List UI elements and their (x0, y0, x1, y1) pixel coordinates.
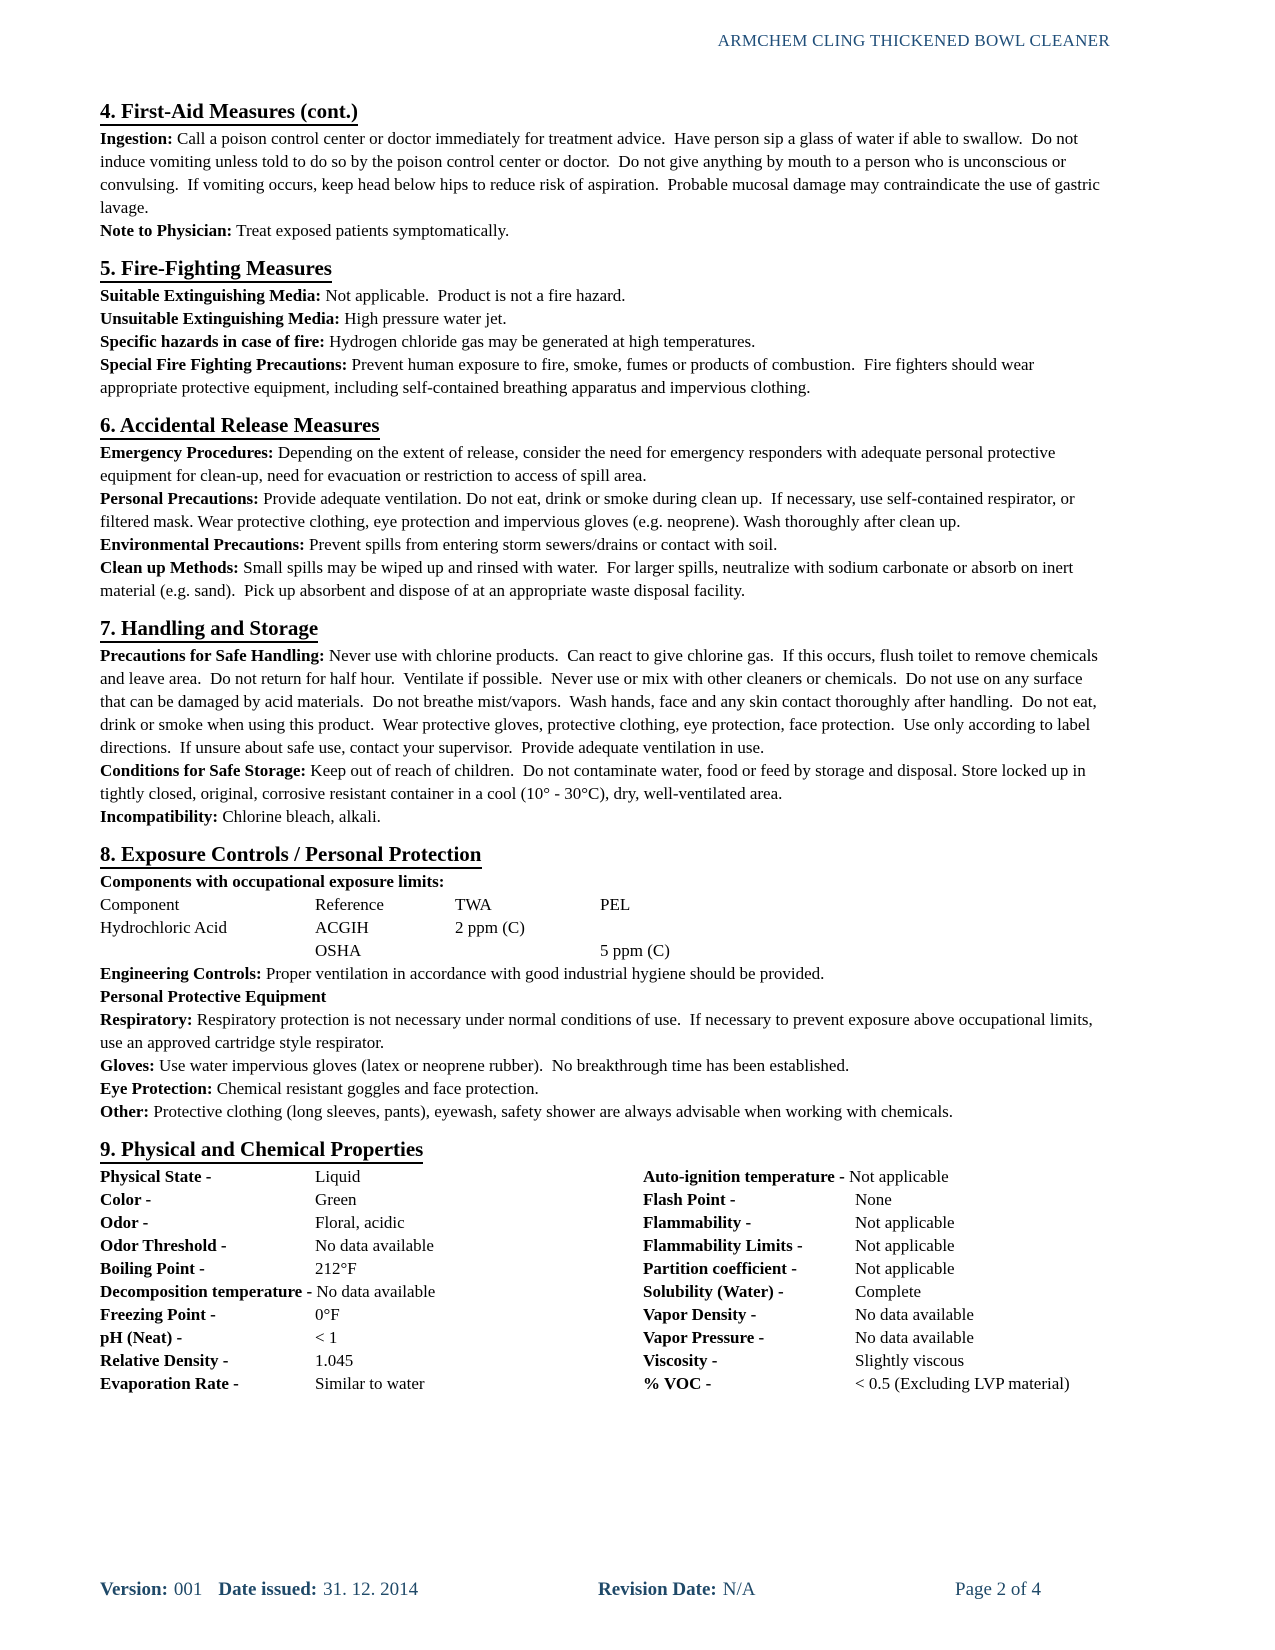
field-label: Other: (100, 1102, 150, 1121)
field-label: Unsuitable Extinguishing Media: (100, 309, 340, 328)
property-value: Similar to water (315, 1374, 425, 1393)
property-label: Color - (100, 1190, 152, 1209)
property-row (643, 1372, 1110, 1395)
section-heading-text: 8. Exposure Controls / Personal Protection (100, 842, 482, 869)
table-cell (100, 939, 315, 962)
property-row (100, 1165, 643, 1188)
property-label: Evaporation Rate - (100, 1374, 239, 1393)
section-heading-text: 4. First-Aid Measures (cont.) (100, 99, 358, 126)
field-text: Proper ventilation in accordance with good industrial hygiene should be provided. (261, 964, 825, 983)
exposure-table-header (100, 893, 1110, 916)
field-label: Incompatibility: (100, 807, 219, 826)
date-issued-value: 31. 12. 2014 (323, 1579, 419, 1600)
section (100, 841, 1110, 1123)
column-header: PEL (600, 895, 631, 914)
property-row (100, 1188, 643, 1211)
property-row (643, 1326, 1110, 1349)
property-label: Flash Point - (643, 1190, 736, 1209)
footer-revision-group (598, 1578, 955, 1602)
field-text: Respiratory protection is not necessary under normal conditions of use. If necessary to prevent exposure above occupational limits, use an approved cartridge style respirator. (100, 1010, 1098, 1052)
properties-column-left (100, 1165, 643, 1395)
section-heading (100, 1136, 1110, 1162)
exposure-table (100, 893, 1110, 962)
property-label: Flammability - (643, 1213, 752, 1232)
field-text: Not applicable. Product is not a fire hazard. (321, 286, 626, 305)
field-text: Depending on the extent of release, consider the need for emergency responders with adequate personal protective equipment for clean-up, need for evacuation or restriction to access of spill area. (100, 443, 1060, 485)
field-text: Prevent spills from entering storm sewers/drains or contact with soil. (304, 535, 778, 554)
paragraph (100, 1008, 1110, 1054)
field-text: Treat exposed patients symptomatically. (232, 221, 510, 240)
property-value: Not applicable (855, 1213, 955, 1232)
field-label: Respiratory: (100, 1010, 193, 1029)
field-label: Conditions for Safe Storage: (100, 761, 307, 780)
property-label: Vapor Pressure - (643, 1328, 765, 1347)
property-label: Relative Density - (100, 1351, 229, 1370)
field-label: Special Fire Fighting Precautions: (100, 355, 348, 374)
field-text: Prevent human exposure to fire, smoke, fumes or products of combustion. Fire fighters should wear appropriate protective equipment, including self-contained breathing apparatus and impervious clothing. (100, 355, 1039, 397)
field-text: Keep out of reach of children. Do not contaminate water, food or feed by storage and disposal. Store locked up in tightly closed, original, corrosive resistant container in a cool (10° - 30°C), dry, well-ventilated area. (100, 761, 1090, 803)
property-value: 1.045 (315, 1351, 354, 1370)
property-label: Viscosity - (643, 1351, 718, 1370)
paragraph (100, 441, 1110, 487)
section-heading-text: 5. Fire-Fighting Measures (100, 256, 332, 283)
property-value: < 1 (315, 1328, 338, 1347)
property-row (100, 1326, 643, 1349)
property-label: % VOC - (643, 1374, 712, 1393)
property-value: None (855, 1190, 892, 1209)
property-row (643, 1303, 1110, 1326)
field-label: Specific hazards in case of fire: (100, 332, 325, 351)
page-number: Page 2 of 4 (955, 1579, 1042, 1600)
property-label: Freezing Point - (100, 1305, 216, 1324)
table-row (100, 939, 1110, 962)
table-cell: OSHA (315, 941, 362, 960)
field-text: Never use with chlorine products. Can react to give chlorine gas. If this occurs, flush toilet to remove chemicals and leave area. Do not return for half hour. Ventilate if possible. Never use or mix with other cleaners or chemicals. Do not use on any surface that can be damaged by acid materials. Do not breathe mist/vapors. Wash hands, face and any skin contact thoroughly after handling. Do not eat, drink or smoke when using this product. Wear protective gloves, protective clothing, eye protection, face protection. Use only according to label directions. If unsure about safe use, contact your supervisor. Provide adequate ventilation in use. (100, 646, 1103, 757)
bold-line: Personal Protective Equipment (100, 987, 327, 1006)
property-label: Decomposition temperature - (100, 1282, 313, 1301)
column-header: TWA (455, 895, 492, 914)
property-value: No data available (855, 1328, 974, 1347)
document-title: ARMCHEM CLING THICKENED BOWL CLEANER (717, 31, 1110, 50)
property-value: Complete (855, 1282, 922, 1301)
property-row (643, 1211, 1110, 1234)
column-header: Component (100, 895, 180, 914)
paragraph (100, 127, 1110, 219)
property-row (100, 1234, 643, 1257)
property-value: < 0.5 (Excluding LVP material) (855, 1374, 1070, 1393)
version-label: Version: (100, 1579, 168, 1600)
property-value: Not applicable (855, 1236, 955, 1255)
column-header: Reference (315, 895, 384, 914)
paragraph (100, 487, 1110, 533)
property-label: Flammability Limits - (643, 1236, 803, 1255)
property-value: No data available (315, 1236, 434, 1255)
table-cell: 2 ppm (C) (455, 918, 525, 937)
section (100, 615, 1110, 828)
property-row (100, 1372, 643, 1395)
property-value: Floral, acidic (315, 1213, 405, 1232)
field-text: Protective clothing (long sleeves, pants), eyewash, safety shower are always advisable when working with chemicals. (149, 1102, 954, 1121)
property-value: Green (315, 1190, 357, 1209)
paragraph (100, 533, 1110, 556)
field-text: Hydrogen chloride gas may be generated at high temperatures. (324, 332, 756, 351)
paragraph (100, 1077, 1110, 1100)
table-row (100, 916, 1110, 939)
field-text: Chlorine bleach, alkali. (218, 807, 381, 826)
field-text: Chemical resistant goggles and face protection. (212, 1079, 539, 1098)
paragraph (100, 219, 1110, 242)
property-label: Odor Threshold - (100, 1236, 227, 1255)
property-value: 0°F (315, 1305, 340, 1324)
section-heading (100, 412, 1110, 438)
field-label: Eye Protection: (100, 1079, 213, 1098)
property-row (643, 1234, 1110, 1257)
table-cell (455, 939, 600, 962)
document-footer (100, 1578, 1110, 1602)
table-cell: Hydrochloric Acid (100, 918, 227, 937)
section-heading (100, 98, 1110, 124)
field-label: Ingestion: (100, 129, 173, 148)
table-cell: 5 ppm (C) (600, 941, 670, 960)
section-heading-text: 6. Accidental Release Measures (100, 413, 380, 440)
bold-line: Components with occupational exposure limits: (100, 872, 445, 891)
paragraph (100, 962, 1110, 985)
paragraph (100, 330, 1110, 353)
field-label: Environmental Precautions: (100, 535, 305, 554)
field-label: Personal Precautions: (100, 489, 259, 508)
table-cell: ACGIH (315, 918, 369, 937)
section (100, 412, 1110, 602)
property-row (100, 1303, 643, 1326)
section-heading (100, 615, 1110, 641)
field-text: High pressure water jet. (339, 309, 507, 328)
property-row (100, 1257, 643, 1280)
paragraph (100, 353, 1110, 399)
property-row (100, 1349, 643, 1372)
property-row (643, 1349, 1110, 1372)
property-value: No data available (855, 1305, 974, 1324)
footer-version-group (100, 1578, 598, 1602)
paragraph (100, 284, 1110, 307)
table-cell (600, 916, 1110, 939)
property-row (643, 1188, 1110, 1211)
property-value: Not applicable (844, 1167, 949, 1186)
property-value: Liquid (315, 1167, 361, 1186)
paragraph (100, 759, 1110, 805)
section-heading (100, 255, 1110, 281)
field-label: Engineering Controls: (100, 964, 262, 983)
document-body (100, 98, 1110, 1395)
property-value: Slightly viscous (855, 1351, 965, 1370)
property-value: No data available (312, 1282, 436, 1301)
property-label: pH (Neat) - (100, 1328, 183, 1347)
property-row (100, 1280, 643, 1303)
properties-table (100, 1165, 1110, 1395)
paragraph (100, 805, 1110, 828)
property-row (100, 1211, 643, 1234)
field-text: Provide adequate ventilation. Do not eat, drink or smoke during clean up. If necessary, use self-contained respirator, or filtered mask. Wear protective clothing, eye protection and impervious gloves (e.g. neoprene). Wash thoroughly after clean up. (100, 489, 1079, 531)
property-row (643, 1165, 1110, 1188)
paragraph (100, 556, 1110, 602)
property-value: 212°F (315, 1259, 357, 1278)
property-label: Partition coefficient - (643, 1259, 797, 1278)
version-value: 001 (173, 1579, 203, 1600)
property-row (643, 1257, 1110, 1280)
properties-column-right (643, 1165, 1110, 1395)
field-label: Precautions for Safe Handling: (100, 646, 325, 665)
field-text: Call a poison control center or doctor immediately for treatment advice. Have person sip a glass of water if able to swallow. Do not induce vomiting unless told to do so by the poison control center or doctor. Do not give anything by mouth to a person who is unconscious or convulsing. If vomiting occurs, keep head below hips to reduce risk of aspiration. Probable mucosal damage may contraindicate the use of gastric lavage. (100, 129, 1105, 217)
section (100, 1136, 1110, 1395)
section-heading (100, 841, 1110, 867)
section-heading-text: 9. Physical and Chemical Properties (100, 1137, 423, 1164)
field-label: Gloves: (100, 1056, 155, 1075)
field-label: Note to Physician: (100, 221, 233, 240)
field-text: Small spills may be wiped up and rinsed with water. For larger spills, neutralize with sodium carbonate or absorb on inert material (e.g. sand). Pick up absorbent and dispose of at an appropriate waste disposal facility. (100, 558, 1078, 600)
revision-date-label: Revision Date: (598, 1579, 717, 1600)
date-issued-label: Date issued: (218, 1579, 318, 1600)
property-row (643, 1280, 1110, 1303)
document-header (100, 30, 1110, 52)
paragraph (100, 1054, 1110, 1077)
property-label: Vapor Density - (643, 1305, 757, 1324)
property-label: Auto-ignition temperature - (643, 1167, 845, 1186)
field-label: Clean up Methods: (100, 558, 239, 577)
field-label: Emergency Procedures: (100, 443, 274, 462)
section (100, 98, 1110, 242)
property-value: Not applicable (855, 1259, 955, 1278)
paragraph (100, 307, 1110, 330)
property-label: Boiling Point - (100, 1259, 205, 1278)
field-label: Suitable Extinguishing Media: (100, 286, 322, 305)
paragraph (100, 1100, 1110, 1123)
property-label: Solubility (Water) - (643, 1282, 784, 1301)
field-text: Use water impervious gloves (latex or neoprene rubber). No breakthrough time has been established. (154, 1056, 850, 1075)
property-label: Physical State - (100, 1167, 212, 1186)
revision-date-value: N/A (722, 1579, 756, 1600)
paragraph (100, 644, 1110, 759)
property-label: Odor - (100, 1213, 149, 1232)
section (100, 255, 1110, 399)
section-heading-text: 7. Handling and Storage (100, 616, 318, 643)
